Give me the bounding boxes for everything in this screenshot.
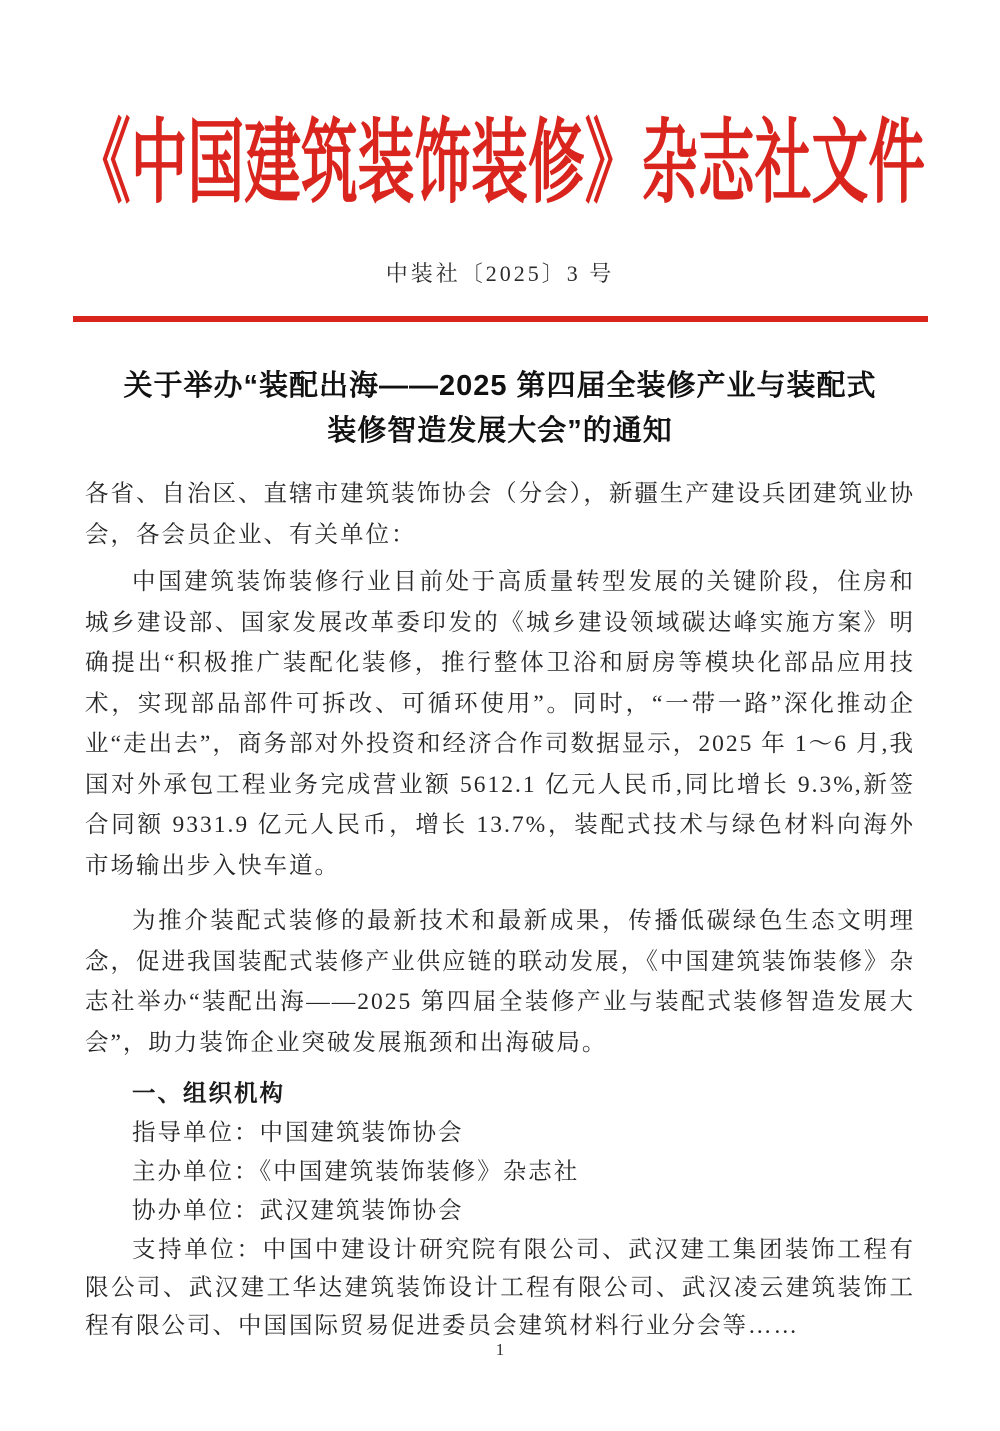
- document-title: [0, 364, 1000, 454]
- org-title: 《中国建筑装饰装修》杂志社文件: [74, 113, 926, 215]
- org-line-host-unit: 主办单位：《中国建筑装饰装修》杂志社: [132, 1158, 580, 1185]
- page-number: 1: [495, 1340, 505, 1359]
- paragraph-industry-status: 中国建筑装饰装修行业目前处于高质量转型发展的关键阶段，住房和城乡建设部、国家发展改革委印发的《城乡建设领域碳达峰实施方案》明确提出“积极推广装配化装修，推行整体卫浴和厨房等模块化部品应用技术，实现部品部件可拆改、可循环使用”。同时，“一带一路”深化推动企业“走出去”，商务部对外投资和经济合作司数据显示，2025 年 1～6 月,我国对外承包工程业务完成营业额 5612.1 亿元人民币,同比增长 9.3%,新签合同额 9331.9 亿元人民币，增长 13.7%，装配式技术与绿色材料向海外市场输出步入快车道。: [85, 569, 915, 879]
- title-line-2: 装修智造发展大会”的通知: [327, 415, 673, 447]
- salutation-paragraph: 各省、自治区、直辖市建筑装饰协会（分会），新疆生产建设兵团建筑业协会，各会员企业、有关单位：: [85, 481, 915, 548]
- document-letterhead: [0, 104, 1000, 215]
- red-divider-line: [73, 316, 928, 322]
- org-line-guiding-unit: 指导单位：中国建筑装饰协会: [132, 1119, 464, 1146]
- org-line-co-organizer-unit: 协办单位：武汉建筑装饰协会: [132, 1197, 464, 1224]
- title-line-1: 关于举办“装配出海——2025 第四届全装修产业与装配式: [123, 370, 877, 402]
- document-body: [85, 474, 915, 1345]
- doc-number: 中装社〔2025〕3 号: [385, 261, 615, 286]
- section-heading-organization: 一、组织机构: [132, 1080, 285, 1106]
- paragraph-event-purpose: 为推介装配式装修的最新技术和最新成果，传播低碳绿色生态文明理念，促进我国装配式装修产业供应链的联动发展，《中国建筑装饰装修》杂志社举办“装配出海——2025 第四届全装修产业与装配式装修智造发展大会”，助力装饰企业突破发展瓶颈和出海破局。: [85, 908, 915, 1056]
- paragraph-support-units: 支持单位：中国中建设计研究院有限公司、武汉建工集团装饰工程有限公司、武汉建工华达建筑装饰设计工程有限公司、武汉凌云建筑装饰工程有限公司、中国国际贸易促进委员会建筑材料行业分会等……: [85, 1236, 915, 1339]
